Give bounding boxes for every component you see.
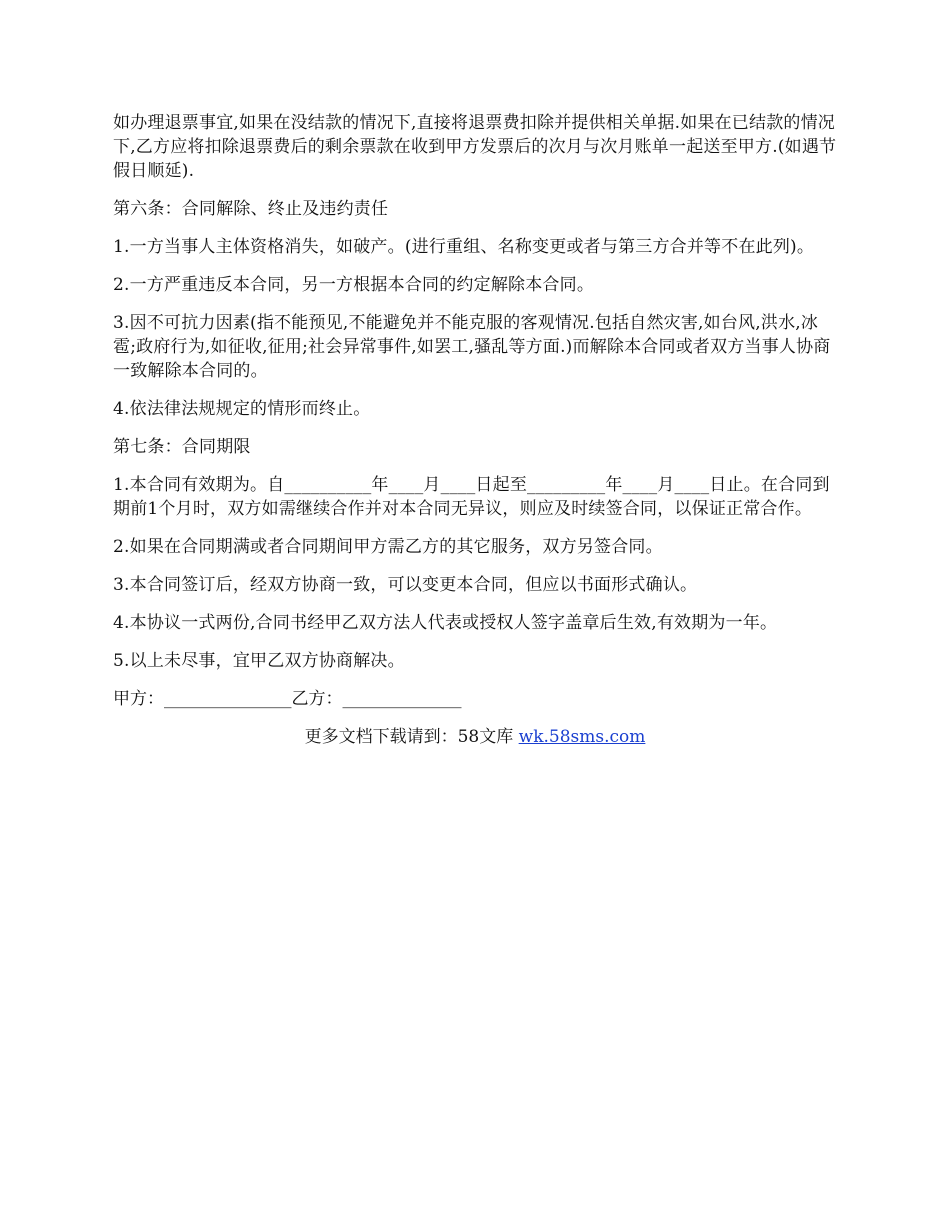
clause-7-4: 4.本协议一式两份,合同书经甲乙双方法人代表或授权人签字盖章后生效,有效期为一年。: [113, 613, 778, 633]
clause-7-5: 5.以上未尽事，宜甲乙双方协商解决。: [113, 651, 405, 671]
clause-6-1: 1.一方当事人主体资格消失，如破产。(进行重组、名称变更或者与第三方合并等不在此列)。: [113, 237, 815, 257]
clause-7-2: 2.如果在合同期满或者合同期间甲方需乙方的其它服务，双方另签合同。: [113, 537, 663, 557]
paragraph-refund-terms: 如办理退票事宜,如果在没结款的情况下,直接将退票费扣除并提供相关单据.如果在已结款的情况下,乙方应将扣除退票费后的剩余票款在收到甲方发票后的次月与次月账单一起送至甲方.(如遇节假日顺延).: [113, 113, 837, 181]
clause-6-3: 3.因不可抗力因素(指不能预见,不能避免并不能克服的客观情况.包括自然灾害,如台风,洪水,冰雹;政府行为,如征收,征用;社会异常事件,如罢工,骚乱等方面.)而解除本合同或者双方当事人协商一致解除本合同的。: [113, 313, 831, 381]
section-heading-article-7: 第七条：合同期限: [113, 437, 251, 457]
footer-link[interactable]: wk.58sms.com: [518, 727, 646, 747]
signature-line: 甲方：_______________乙方：______________: [113, 689, 462, 709]
footer: [113, 725, 837, 749]
clause-7-3: 3.本合同签订后，经双方协商一致，可以变更本合同，但应以书面形式确认。: [113, 575, 698, 595]
clause-6-4: 4.依法律法规规定的情形而终止。: [113, 399, 371, 419]
clause-7-1: 1.本合同有效期为。自__________年____月____日起至_________年____月____日止。在合同到期前1个月时，双方如需继续合作并对本合同无异议，则应及时续签合同，以保证正常合作。: [113, 475, 830, 519]
clause-6-2: 2.一方严重违反本合同，另一方根据本合同的约定解除本合同。: [113, 275, 595, 295]
section-heading-article-6: 第六条：合同解除、终止及违约责任: [113, 199, 389, 219]
footer-text: 更多文档下载请到：58文库: [304, 727, 519, 747]
